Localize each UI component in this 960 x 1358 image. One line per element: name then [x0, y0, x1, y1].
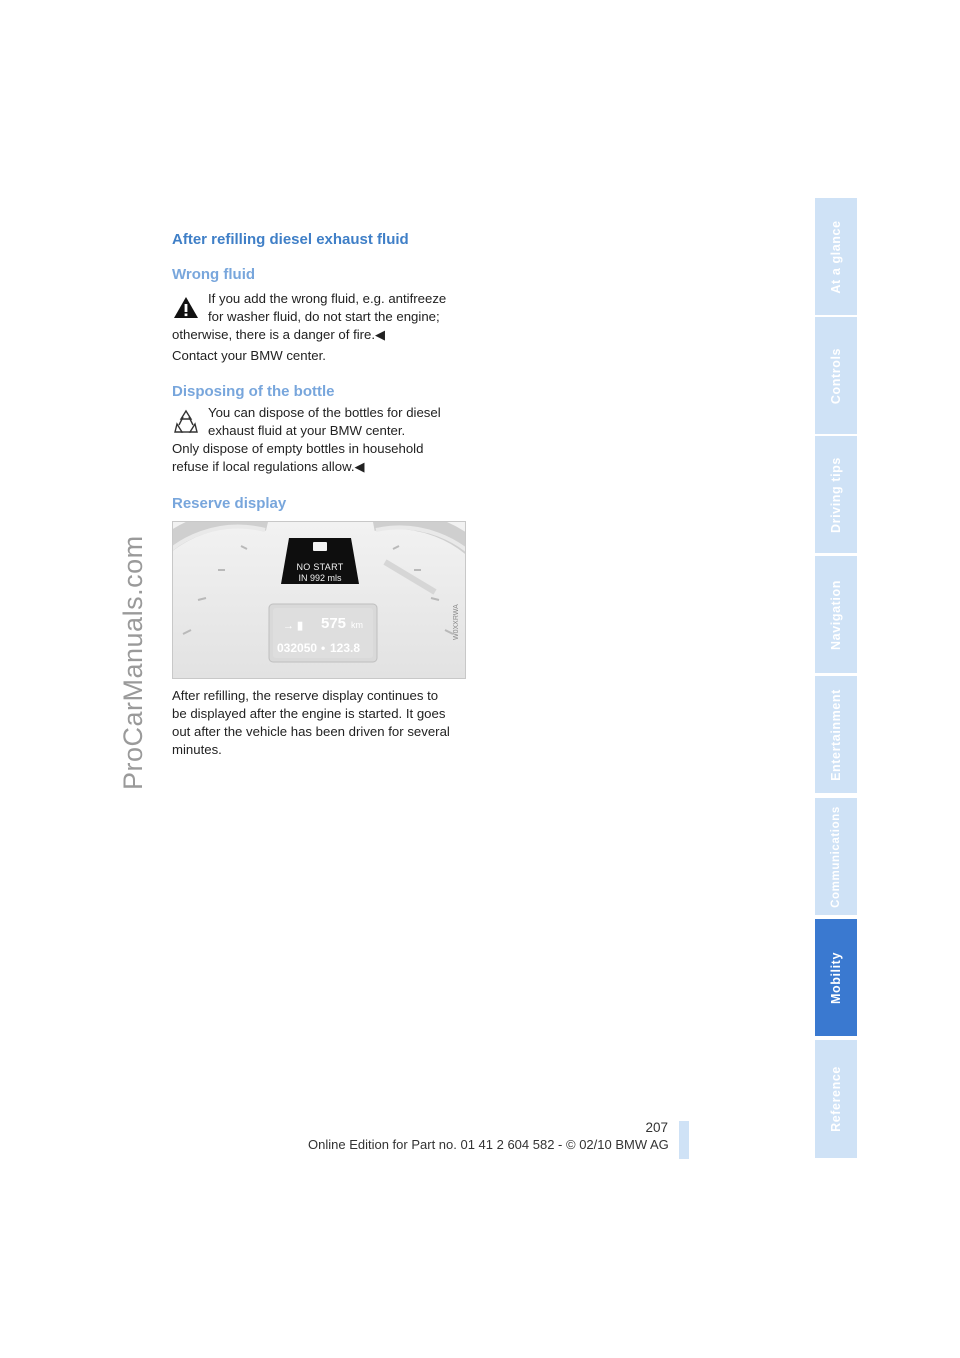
tab-navigation[interactable] [815, 556, 857, 675]
chapter-sidebar [815, 198, 857, 1160]
reserve-line-1: After refilling, the reserve display continues to [172, 688, 439, 703]
odometer: 032050 [277, 641, 318, 655]
tab-label: At a glance [829, 219, 843, 294]
reserve-line-2: be displayed after the engine is started. It goes [172, 706, 446, 721]
fuel-icon: → ▮ [283, 620, 304, 632]
tab-entertainment[interactable] [815, 676, 857, 795]
tab-at-a-glance[interactable] [815, 198, 857, 317]
contact-text: Contact your BMW center. [172, 348, 326, 363]
reserve-heading: Reserve display [172, 495, 287, 512]
disposing-line-2: exhaust fluid at your BMW center. [208, 423, 406, 438]
tab-label: Reference [829, 1066, 843, 1132]
tab-controls[interactable] [815, 317, 857, 436]
trip-separator: • [321, 641, 326, 655]
watermark: ProCarManuals.com [118, 535, 148, 790]
tab-driving-tips[interactable] [815, 436, 857, 555]
tab-reference[interactable] [815, 1040, 857, 1160]
image-code: W0XXRWA [453, 604, 460, 640]
tab-communications[interactable] [815, 798, 857, 917]
warning-line-1: If you add the wrong fluid, e.g. antifreeze [208, 291, 447, 306]
footer-text: Online Edition for Part no. 01 41 2 604 582 - © 02/10 BMW AG [308, 1137, 669, 1152]
trip: 123.8 [330, 641, 361, 655]
page-number: 207 [645, 1120, 668, 1135]
tab-label: Controls [829, 347, 843, 404]
tab-label: Communications [830, 805, 842, 908]
reserve-paragraph [172, 687, 464, 759]
reserve-line-3: out after the vehicle has been driven for several [172, 724, 450, 739]
display-line-2: IN 992 mls [298, 573, 342, 583]
tab-mobility[interactable] [815, 919, 857, 1038]
tab-label: Entertainment [829, 688, 843, 781]
tab-label: Navigation [829, 579, 843, 650]
tab-label: Driving tips [829, 456, 843, 533]
disposing-line-1: You can dispose of the bottles for diesel [208, 405, 441, 420]
disposing-line-4: refuse if local regulations allow.◀ [172, 459, 365, 474]
warning-line-3: otherwise, there is a danger of fire.◀ [172, 327, 386, 342]
tab-label: Mobility [829, 951, 843, 1004]
disposing-text [172, 404, 464, 476]
section-title: After refilling diesel exhaust fluid [172, 231, 409, 248]
display-line-1: NO START [296, 562, 344, 572]
wrong-fluid-warning [172, 290, 464, 344]
range-unit: km [351, 620, 363, 630]
range-value: 575 [321, 615, 347, 632]
disposing-heading: Disposing of the bottle [172, 383, 335, 400]
warning-line-2: for washer fluid, do not start the engine; [208, 309, 440, 324]
footer-bar [679, 1121, 689, 1159]
disposing-line-3: Only dispose of empty bottles in household [172, 441, 424, 456]
instrument-cluster-image [172, 521, 466, 679]
reserve-line-4: minutes. [172, 742, 222, 757]
wrong-fluid-heading: Wrong fluid [172, 266, 256, 283]
